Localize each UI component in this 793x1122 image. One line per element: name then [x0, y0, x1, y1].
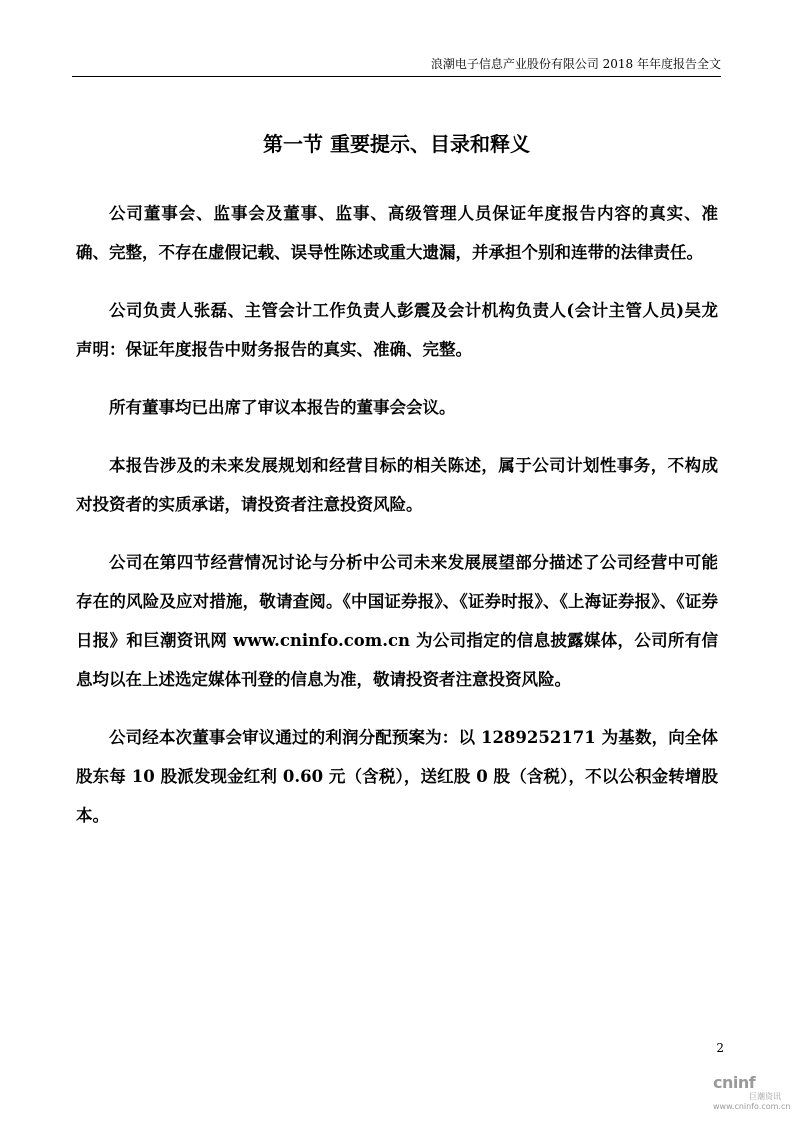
body-content [76, 194, 718, 854]
paragraph-profit-distribution: 公司经本次董事会审议通过的利润分配预案为：以 1289252171 为基数，向全体股东每 10 股派发现金红利 0.60 元（含税），送红股 0 股（含税），不以公积金转增股本。 [76, 728, 718, 825]
paragraph-financial-statement: 公司负责人张磊、主管会计工作负责人彭震及会计机构负责人(会计主管人员)吴龙声明：保证年度报告中财务报告的真实、准确、完整。 [76, 301, 718, 359]
cninfo-watermark-logo [713, 1073, 791, 1114]
paragraph-board-attendance: 所有董事均已出席了审议本报告的董事会会议。 [109, 398, 456, 417]
watermark-sub: 巨潮资讯 [749, 1092, 781, 1101]
running-header-title: 浪潮电子信息产业股份有限公司 2018 年年度报告全文 [430, 57, 721, 71]
watermark-mark: cninf [713, 1073, 756, 1092]
page-number: 2 [716, 1041, 724, 1055]
paragraph-risk-and-media: 公司在第四节经营情况讨论与分析中公司未来发展展望部分描述了公司经营中可能存在的风险及应对措施，敬请查阅。《中国证券报》、《证券时报》、《上海证券报》、《证券日报》和巨潮资讯网 www.cninfo.com.cn 为公司指定的信息披露媒体，公司所有信息均以在上述选定媒体刊登的信息为准，敬请投资者注意投资风险。 [76, 553, 718, 689]
paragraph-forward-looking: 本报告涉及的未来发展规划和经营目标的相关陈述，属于公司计划性事务，不构成对投资者的实质承诺，请投资者注意投资风险。 [76, 456, 718, 514]
watermark-url: www.cninfo.com.cn [713, 1102, 791, 1111]
paragraph-responsibility: 公司董事会、监事会及董事、监事、高级管理人员保证年度报告内容的真实、准确、完整，不存在虚假记载、误导性陈述或重大遗漏，并承担个别和连带的法律责任。 [76, 204, 718, 262]
section-title: 第一节 重要提示、目录和释义 [263, 132, 530, 156]
running-header [72, 56, 721, 77]
